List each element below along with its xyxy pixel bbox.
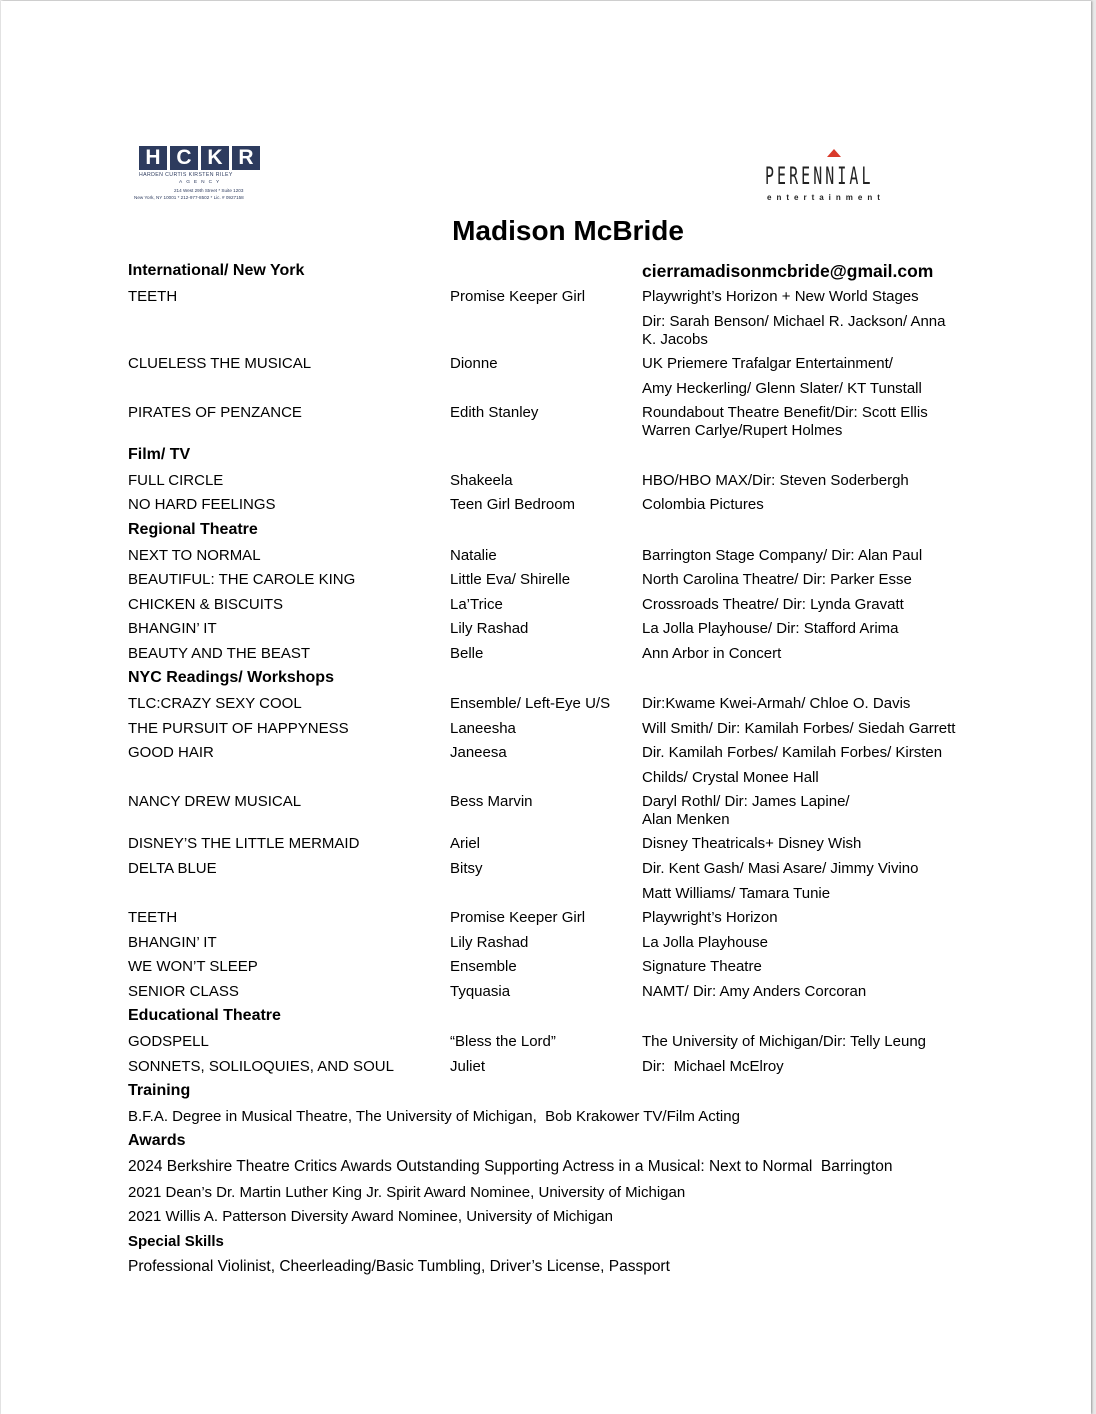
credit-role: Bess Marvin xyxy=(450,793,533,810)
credit-role: Juliet xyxy=(450,1058,486,1075)
hckr-letters xyxy=(139,146,274,170)
credit-company: Ann Arbor in Concert xyxy=(642,645,782,662)
credit-show: GODSPELL xyxy=(128,1033,209,1050)
credit-company: Barrington Stage Company/ Dir: Alan Paul xyxy=(642,547,923,564)
credit-show: PIRATES OF PENZANCE xyxy=(128,404,302,421)
performer-name: Madison McBride xyxy=(452,215,684,246)
logo-letter-r: R xyxy=(232,146,260,170)
hckr-agency-logo xyxy=(134,146,274,200)
credit-show: BHANGIN’ IT xyxy=(128,620,217,637)
credit-role: Laneesha xyxy=(450,720,516,737)
perennial-name: PERENNIAL xyxy=(765,162,874,190)
credit-show: SONNETS, SOLILOQUIES, AND SOUL xyxy=(128,1058,394,1075)
credit-company: Roundabout Theatre Benefit/Dir: Scott Ellis Warren Carlye/Rupert Holmes xyxy=(642,404,928,439)
credit-company: Dir: Michael McElroy xyxy=(642,1058,784,1075)
credit-company: HBO/HBO MAX/Dir: Steven Soderbergh xyxy=(642,472,909,489)
credit-show: CLUELESS THE MUSICAL xyxy=(128,355,312,372)
credit-company: Daryl Rothl/ Dir: James Lapine/ Alan Menken xyxy=(642,793,850,828)
section-heading-training: Training xyxy=(128,1082,191,1099)
credit-role: Teen Girl Bedroom xyxy=(450,496,576,513)
credit-company: NAMT/ Dir: Amy Anders Corcoran xyxy=(642,983,867,1000)
credit-show: DISNEY’S THE LITTLE MERMAID xyxy=(128,835,360,852)
credit-role: Ariel xyxy=(450,835,481,852)
credit-role: Tyquasia xyxy=(450,983,511,1000)
credit-show: DELTA BLUE xyxy=(128,860,217,877)
credit-role: Ensemble/ Left-Eye U/S xyxy=(450,695,611,712)
credit-company: Crossroads Theatre/ Dir: Lynda Gravatt xyxy=(642,596,904,613)
credit-role: Bitsy xyxy=(450,860,483,877)
logo-letter-c: C xyxy=(170,146,198,170)
credit-show: WE WON’T SLEEP xyxy=(128,958,258,975)
credit-show: NO HARD FEELINGS xyxy=(128,496,276,513)
perennial-subtitle: entertainment xyxy=(767,193,885,202)
credit-show: SENIOR CLASS xyxy=(128,983,239,1000)
credit-show: GOOD HAIR xyxy=(128,744,214,761)
section-heading-international: International/ New York xyxy=(128,262,305,279)
credit-role: Edith Stanley xyxy=(450,404,539,421)
section-heading-skills: Special Skills xyxy=(128,1233,224,1250)
credit-company: Will Smith/ Dir: Kamilah Forbes/ Siedah Garrett xyxy=(642,720,956,737)
credit-role: Janeesa xyxy=(450,744,507,761)
credit-company: Dir. Kent Gash/ Masi Asare/ Jimmy Vivino xyxy=(642,860,919,877)
credit-show: BEAUTY AND THE BEAST xyxy=(128,645,310,662)
logo-letter-h: H xyxy=(139,146,167,170)
credit-show: CHICKEN & BISCUITS xyxy=(128,596,284,613)
credit-role: Natalie xyxy=(450,547,497,564)
credit-role: Lily Rashad xyxy=(450,934,529,951)
credit-company: Playwright’s Horizon xyxy=(642,909,778,926)
resume-page xyxy=(1,1,1091,1414)
credit-company: Dir. Kamilah Forbes/ Kamilah Forbes/ Kirsten xyxy=(642,744,943,761)
credit-role: Promise Keeper Girl xyxy=(450,909,586,926)
credit-role: Belle xyxy=(450,645,484,662)
credit-company: Amy Heckerling/ Glenn Slater/ KT Tunstall xyxy=(642,380,922,397)
credit-show: FULL CIRCLE xyxy=(128,472,224,489)
credit-show: BHANGIN’ IT xyxy=(128,934,217,951)
credit-company: Childs/ Crystal Monee Hall xyxy=(642,769,819,786)
skills-line: Professional Violinist, Cheerleading/Basic Tumbling, Driver’s License, Passport xyxy=(128,1258,670,1275)
credit-role: Ensemble xyxy=(450,958,517,975)
credit-company: La Jolla Playhouse xyxy=(642,934,768,951)
credit-role: Lily Rashad xyxy=(450,620,529,637)
award-line: 2021 Willis A. Patterson Diversity Award Nominee, University of Michigan xyxy=(128,1208,613,1225)
credit-role: Little Eva/ Shirelle xyxy=(450,571,571,588)
credit-company: Signature Theatre xyxy=(642,958,762,975)
agency-address: 214 West 29th Street * Suite 1203 xyxy=(174,188,244,193)
agency-word: AGENCY xyxy=(179,180,224,185)
credit-show: TLC:CRAZY SEXY COOL xyxy=(128,695,302,712)
roof-icon xyxy=(827,149,841,157)
logo-letter-k: K xyxy=(201,146,229,170)
credit-show: NEXT TO NORMAL xyxy=(128,547,261,564)
credit-company: Dir:Kwame Kwei-Armah/ Chloe O. Davis xyxy=(642,695,911,712)
credit-company: North Carolina Theatre/ Dir: Parker Esse xyxy=(642,571,912,588)
section-heading-film-tv: Film/ TV xyxy=(128,446,191,463)
section-heading-educational: Educational Theatre xyxy=(128,1007,281,1024)
award-line: 2024 Berkshire Theatre Critics Awards Outstanding Supporting Actress in a Musical: Next to Normal Barrington xyxy=(128,1158,893,1175)
credit-company: La Jolla Playhouse/ Dir: Stafford Arima xyxy=(642,620,899,637)
credit-show: TEETH xyxy=(128,288,178,305)
credit-company: Matt Williams/ Tamara Tunie xyxy=(642,885,831,902)
credit-show: NANCY DREW MUSICAL xyxy=(128,793,302,810)
credit-role: Dionne xyxy=(450,355,498,372)
credit-company: Dir: Sarah Benson/ Michael R. Jackson/ Anna K. Jacobs xyxy=(642,313,946,348)
award-line: 2021 Dean’s Dr. Martin Luther King Jr. Spirit Award Nominee, University of Michigan xyxy=(128,1184,686,1201)
credit-show: BEAUTIFUL: THE CAROLE KING xyxy=(128,571,356,588)
agency-full-name: HARDEN CURTIS KIRSTEN RILEY xyxy=(139,172,233,178)
credit-role: La’Trice xyxy=(450,596,503,613)
credit-role: “Bless the Lord” xyxy=(450,1033,556,1050)
credit-company: The University of Michigan/Dir: Telly Leung xyxy=(642,1033,927,1050)
credit-company: Playwright’s Horizon + New World Stages xyxy=(642,288,919,305)
credit-company: UK Priemere Trafalgar Entertainment/ xyxy=(642,355,893,372)
credit-role: Shakeela xyxy=(450,472,513,489)
section-heading-awards: Awards xyxy=(128,1132,186,1149)
credit-show: TEETH xyxy=(128,909,178,926)
credit-role: Promise Keeper Girl xyxy=(450,288,586,305)
credit-show: THE PURSUIT OF HAPPYNESS xyxy=(128,720,349,737)
agency-contact: New York, NY 10001 * 212-977-8502 * Lic. # 0927158 xyxy=(134,195,244,200)
section-heading-nyc: NYC Readings/ Workshops xyxy=(128,669,334,686)
credit-company: Disney Theatricals+ Disney Wish xyxy=(642,835,862,852)
credit-company: Colombia Pictures xyxy=(642,496,764,513)
email: cierramadisonmcbride@gmail.com xyxy=(642,261,934,281)
section-heading-regional: Regional Theatre xyxy=(128,521,258,538)
training-line: B.F.A. Degree in Musical Theatre, The University of Michigan, Bob Krakower TV/Film Acting xyxy=(128,1108,740,1125)
